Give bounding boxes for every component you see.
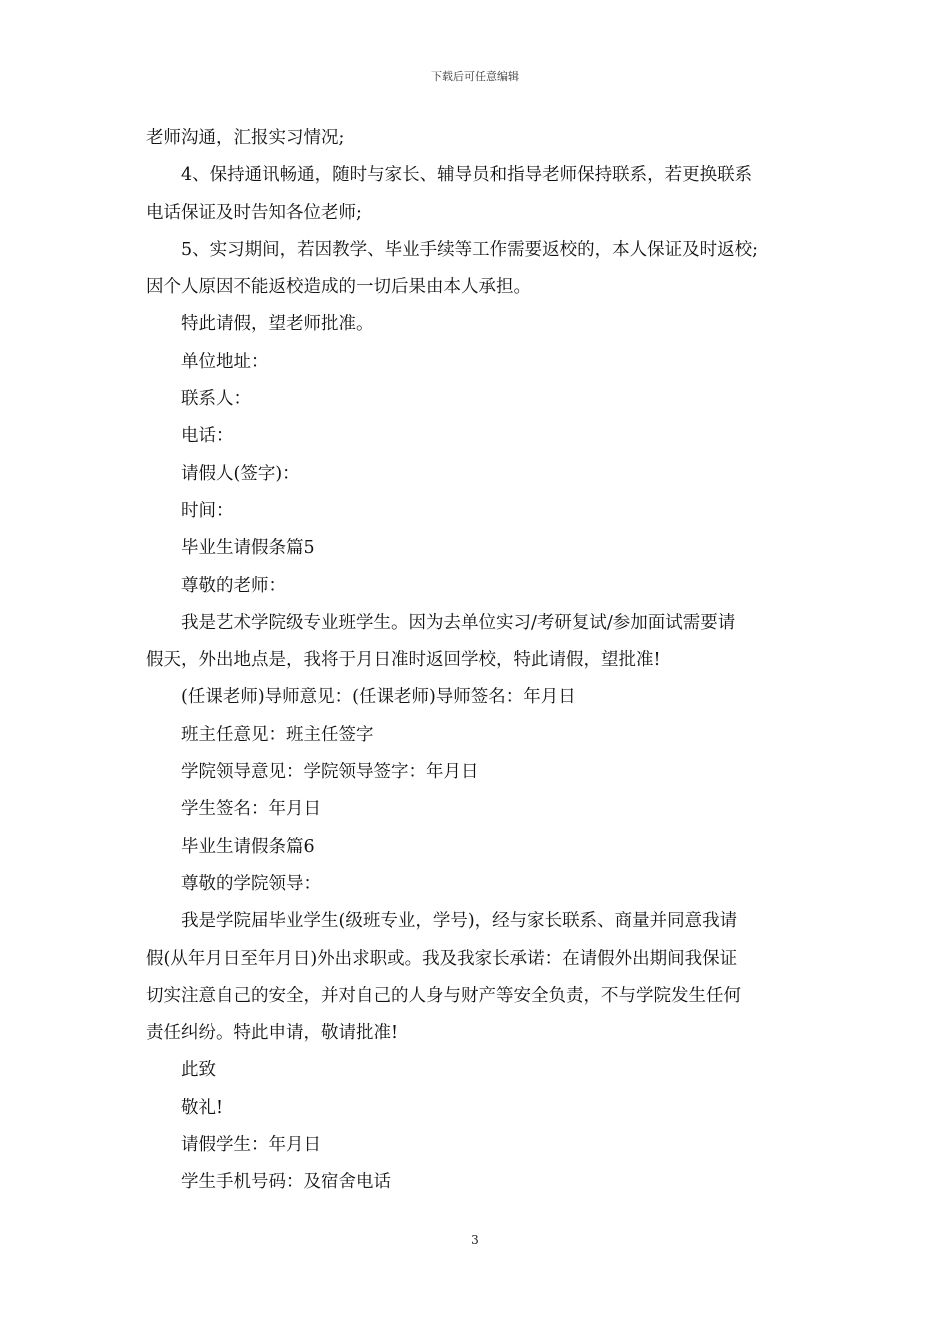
text-line: 学院领导意见：学院领导签字：年月日 — [181, 762, 479, 783]
text-line: 老师沟通，汇报实习情况; — [146, 128, 345, 148]
text-line: 我是学院届毕业学生(级班专业，学号)，经与家长联系、商量并同意我请 — [181, 911, 738, 932]
text-line: 学生签名：年月日 — [181, 799, 321, 820]
text-line: 学生手机号码：及宿舍电话 — [181, 1172, 391, 1193]
text-line: 尊敬的学院领导： — [181, 873, 321, 894]
text-line: 毕业生请假条篇5 — [181, 538, 315, 559]
text-line: 假天，外出地点是，我将于月日准时返回学校，特此请假，望批准! — [146, 650, 661, 671]
document-body — [146, 120, 818, 1202]
text-line: 因个人原因不能返校造成的一切后果由本人承担。 — [146, 277, 531, 298]
text-line: 时间： — [181, 500, 234, 521]
text-line: 特此请假，望老师批准。 — [181, 314, 374, 335]
text-line: 此致 — [181, 1060, 216, 1081]
text-line: 敬礼! — [181, 1097, 224, 1118]
text-line: 班主任意见：班主任签字 — [181, 724, 374, 745]
text-line: 切实注意自己的安全，并对自己的人身与财产等安全负责，不与学院发生任何 — [146, 985, 741, 1006]
text-line: 联系人： — [181, 389, 251, 410]
text-line: 请假人(签字)： — [181, 463, 300, 484]
text-line: 单位地址： — [181, 351, 269, 372]
text-line: 尊敬的老师： — [181, 575, 286, 596]
text-line: 假(从年月日至年月日)外出求职或。我及我家长承诺：在请假外出期间我保证 — [146, 948, 738, 969]
text-line: 我是艺术学院级专业班学生。因为去单位实习/考研复试/参加面试需要请 — [181, 612, 736, 633]
text-line: 电话： — [181, 426, 234, 447]
page-header: 下载后可任意编辑 — [431, 70, 519, 83]
text-line: (任课老师)导师意见：(任课老师)导师签名：年月日 — [181, 687, 576, 708]
text-line: 毕业生请假条篇6 — [181, 836, 315, 857]
text-line: 责任纠纷。特此申请，敬请批准! — [146, 1023, 399, 1044]
text-line: 电话保证及时告知各位老师; — [146, 202, 362, 223]
text-line: 4、保持通讯畅通，随时与家长、辅导员和指导老师保持联系，若更换联系 — [181, 165, 753, 186]
text-line: 5、实习期间，若因教学、毕业手续等工作需要返校的，本人保证及时返校; — [181, 239, 759, 260]
text-line: 请假学生：年月日 — [181, 1135, 321, 1156]
page-number: 3 — [471, 1233, 479, 1247]
